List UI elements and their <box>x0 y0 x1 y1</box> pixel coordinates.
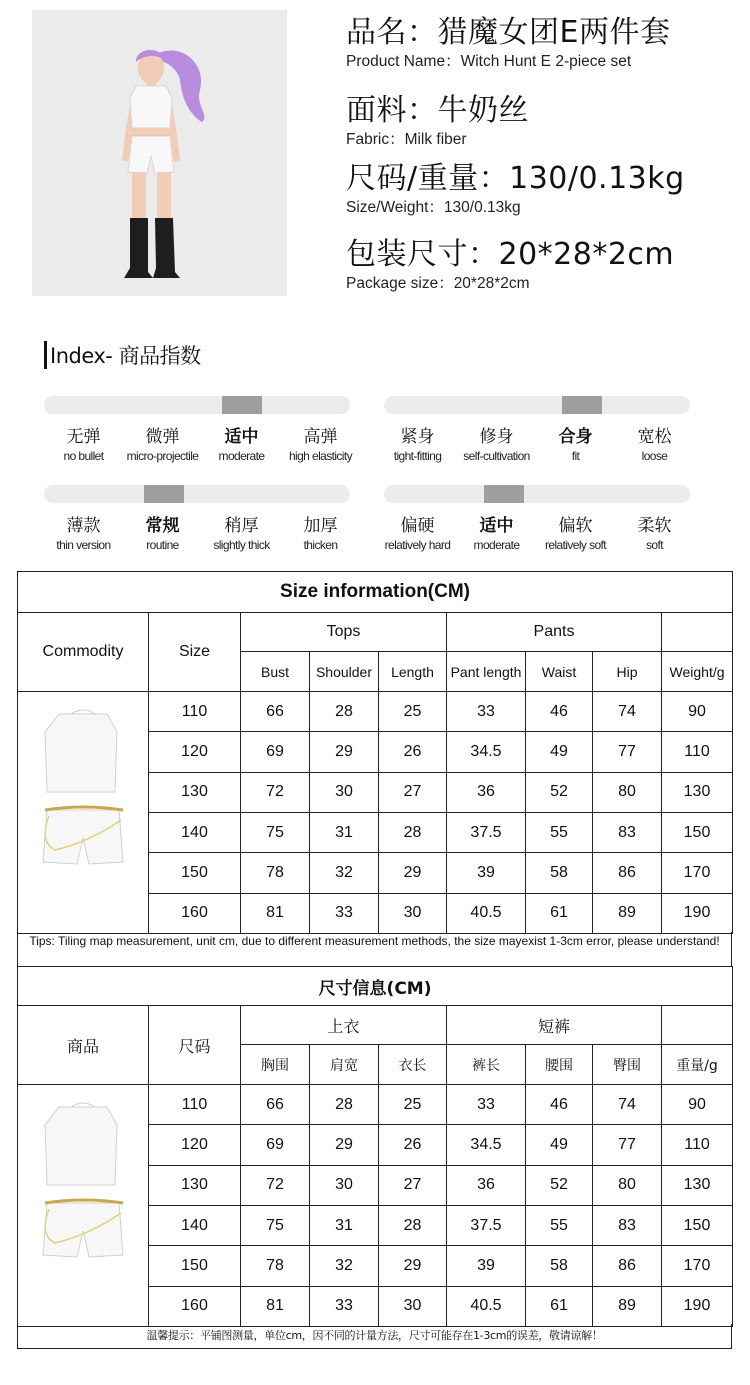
fit-labels <box>378 426 694 464</box>
scale-option-selected: 适中 moderate <box>218 427 265 463</box>
package-size-en: Package size：20*28*2cm <box>346 275 530 292</box>
cell: 130 <box>662 1165 733 1205</box>
scale-option: 稍厚 slightly thick <box>213 516 270 552</box>
scale-option: 无弹 no bullet <box>63 427 104 463</box>
cell: 28 <box>379 812 447 852</box>
scale-option: 紧身 tight-fitting <box>393 427 442 463</box>
cell: 89 <box>593 893 662 933</box>
cell: 110 <box>662 1125 733 1165</box>
commodity-image <box>18 1085 149 1327</box>
cell: 31 <box>310 812 379 852</box>
scale-track <box>44 485 350 503</box>
cell: 39 <box>447 853 526 893</box>
cell: 30 <box>379 893 447 933</box>
col-length-cn: 衣长 <box>379 1045 447 1085</box>
package-size-cn: 包装尺寸：20*28*2cm <box>346 237 675 272</box>
scale-indicator <box>484 485 524 503</box>
col-bust-cn: 胸围 <box>241 1045 310 1085</box>
cell: 90 <box>662 692 733 732</box>
cell: 150 <box>149 853 241 893</box>
cell: 29 <box>310 732 379 772</box>
cell: 80 <box>593 772 662 812</box>
cell: 29 <box>310 1125 379 1165</box>
scale-option-selected: 合身 fit <box>558 427 593 463</box>
cell: 33 <box>447 692 526 732</box>
cell: 77 <box>593 732 662 772</box>
elasticity-labels <box>44 426 360 464</box>
header-size-cn: 尺码 <box>149 1006 241 1085</box>
scale-option-selected: 适中 moderate <box>473 516 520 552</box>
fit-scale <box>384 396 690 414</box>
cell: 72 <box>241 772 310 812</box>
scale-option: 高弹 high elasticity <box>288 427 353 463</box>
header-commodity: Commodity <box>18 613 149 692</box>
col-pant-length: Pant length <box>447 652 526 692</box>
fabric-en: Fabric：Milk fiber <box>346 131 467 148</box>
cell: 83 <box>593 1205 662 1245</box>
table-title: Size information(CM) <box>18 572 733 613</box>
cell: 61 <box>526 893 593 933</box>
header-blank <box>662 613 733 652</box>
fabric-cn: 面料：牛奶丝 <box>346 93 529 128</box>
cell: 130 <box>662 772 733 812</box>
col-shoulder-cn: 肩宽 <box>310 1045 379 1085</box>
cell: 110 <box>149 692 241 732</box>
scale-option: 薄款 thin version <box>56 516 111 552</box>
cell: 30 <box>310 1165 379 1205</box>
cell: 74 <box>593 1085 662 1125</box>
product-name-cn: 品名：猎魔女团E两件套 <box>346 15 671 50</box>
cell: 86 <box>593 853 662 893</box>
cell: 28 <box>310 1085 379 1125</box>
header-pants: Pants <box>447 613 662 652</box>
cell: 37.5 <box>447 1205 526 1245</box>
col-waist: Waist <box>526 652 593 692</box>
cell: 58 <box>526 1246 593 1286</box>
scale-option: 加厚 thicken <box>303 516 338 552</box>
product-name-en: Product Name：Witch Hunt E 2-piece set <box>346 53 632 70</box>
scale-option: 微弹 micro-projectile <box>126 427 199 463</box>
cell: 46 <box>526 692 593 732</box>
header-pants-cn: 短裤 <box>447 1006 662 1045</box>
index-heading <box>44 340 201 370</box>
cell: 32 <box>310 1246 379 1286</box>
cell: 86 <box>593 1246 662 1286</box>
cell: 39 <box>447 1246 526 1286</box>
scale-indicator <box>144 485 184 503</box>
scale-indicator <box>222 396 262 414</box>
product-model-photo <box>32 10 287 296</box>
size-weight-en: Size/Weight：130/0.13kg <box>346 199 521 216</box>
cell: 69 <box>241 732 310 772</box>
cell: 66 <box>241 1085 310 1125</box>
cell: 66 <box>241 692 310 732</box>
cell: 90 <box>662 1085 733 1125</box>
scale-indicator <box>562 396 602 414</box>
index-heading-bar <box>44 341 47 369</box>
cell: 33 <box>310 1286 379 1326</box>
cell: 32 <box>310 853 379 893</box>
col-weight: Weight/g <box>662 652 733 692</box>
cell: 110 <box>662 732 733 772</box>
col-waist-cn: 腰围 <box>526 1045 593 1085</box>
cell: 25 <box>379 692 447 732</box>
cell: 33 <box>310 893 379 933</box>
header-commodity-cn: 商品 <box>18 1006 149 1085</box>
scale-option: 宽松 loose <box>637 427 672 463</box>
col-length: Length <box>379 652 447 692</box>
cell: 140 <box>149 1205 241 1245</box>
table-title-cn: 尺寸信息(CM) <box>18 967 733 1006</box>
cell: 28 <box>379 1205 447 1245</box>
cell: 80 <box>593 1165 662 1205</box>
cell: 120 <box>149 732 241 772</box>
col-weight-cn: 重量/g <box>662 1045 733 1085</box>
outfit-illustration <box>19 692 147 928</box>
cell: 26 <box>379 732 447 772</box>
cell: 75 <box>241 812 310 852</box>
cell: 160 <box>149 893 241 933</box>
cell: 40.5 <box>447 893 526 933</box>
cell: 61 <box>526 1286 593 1326</box>
size-table-en <box>17 571 733 934</box>
size-weight-cn: 尺码/重量：130/0.13kg <box>346 161 685 196</box>
cell: 78 <box>241 853 310 893</box>
cell: 52 <box>526 1165 593 1205</box>
scale-option: 柔软 soft <box>637 516 672 552</box>
scale-option: 偏硬 relatively hard <box>384 516 451 552</box>
scale-track <box>384 485 690 503</box>
outfit-illustration <box>19 1085 147 1321</box>
cell: 33 <box>447 1085 526 1125</box>
thickness-labels <box>44 515 360 553</box>
cell: 49 <box>526 732 593 772</box>
cell: 27 <box>379 772 447 812</box>
cell: 150 <box>662 1205 733 1245</box>
cell: 170 <box>662 1246 733 1286</box>
cell: 89 <box>593 1286 662 1326</box>
scale-option-selected: 常规 routine <box>145 516 180 552</box>
cell: 58 <box>526 853 593 893</box>
cell: 30 <box>310 772 379 812</box>
model-illustration <box>32 10 287 296</box>
commodity-image <box>18 692 149 934</box>
col-bust: Bust <box>241 652 310 692</box>
cell: 26 <box>379 1125 447 1165</box>
cell: 34.5 <box>447 1125 526 1165</box>
cell: 36 <box>447 772 526 812</box>
softness-labels <box>378 515 694 553</box>
scale-track <box>44 396 350 414</box>
cell: 46 <box>526 1085 593 1125</box>
cell: 55 <box>526 1205 593 1245</box>
cell: 40.5 <box>447 1286 526 1326</box>
header-size: Size <box>149 613 241 692</box>
cell: 150 <box>662 812 733 852</box>
header-tops-cn: 上衣 <box>241 1006 447 1045</box>
cell: 25 <box>379 1085 447 1125</box>
cell: 72 <box>241 1165 310 1205</box>
cell: 81 <box>241 1286 310 1326</box>
cell: 77 <box>593 1125 662 1165</box>
index-heading-text: Index- 商品指数 <box>50 344 201 368</box>
cell: 31 <box>310 1205 379 1245</box>
cell: 130 <box>149 1165 241 1205</box>
thickness-scale <box>44 485 350 503</box>
cell: 130 <box>149 772 241 812</box>
header-blank <box>662 1006 733 1045</box>
cell: 78 <box>241 1246 310 1286</box>
cell: 69 <box>241 1125 310 1165</box>
tip-en: Tips: Tiling map measurement, unit cm, due to different measurement methods, the size mayexist 1-3cm error, please understand! <box>17 932 732 966</box>
cell: 29 <box>379 1246 447 1286</box>
cell: 28 <box>310 692 379 732</box>
cell: 190 <box>662 1286 733 1326</box>
softness-scale <box>384 485 690 503</box>
cell: 27 <box>379 1165 447 1205</box>
size-table-cn <box>17 966 733 1327</box>
cell: 160 <box>149 1286 241 1326</box>
elasticity-scale <box>44 396 350 414</box>
cell: 110 <box>149 1085 241 1125</box>
cell: 150 <box>149 1246 241 1286</box>
cell: 83 <box>593 812 662 852</box>
cell: 140 <box>149 812 241 852</box>
cell: 30 <box>379 1286 447 1326</box>
scale-option: 偏软 relatively soft <box>544 516 607 552</box>
cell: 49 <box>526 1125 593 1165</box>
scale-option: 修身 self-cultivation <box>463 427 530 463</box>
scale-track <box>384 396 690 414</box>
cell: 52 <box>526 772 593 812</box>
cell: 75 <box>241 1205 310 1245</box>
cell: 34.5 <box>447 732 526 772</box>
cell: 170 <box>662 853 733 893</box>
cell: 29 <box>379 853 447 893</box>
col-shoulder: Shoulder <box>310 652 379 692</box>
cell: 37.5 <box>447 812 526 852</box>
cell: 81 <box>241 893 310 933</box>
col-pant-length-cn: 裤长 <box>447 1045 526 1085</box>
cell: 120 <box>149 1125 241 1165</box>
cell: 74 <box>593 692 662 732</box>
cell: 55 <box>526 812 593 852</box>
cell: 36 <box>447 1165 526 1205</box>
tip-cn: 温馨提示：平铺图测量，单位cm，因不同的计量方法，尺寸可能存在1-3cm的误差，敬请谅解！ <box>17 1324 732 1349</box>
col-hip: Hip <box>593 652 662 692</box>
cell: 190 <box>662 893 733 933</box>
col-hip-cn: 臀围 <box>593 1045 662 1085</box>
header-tops: Tops <box>241 613 447 652</box>
